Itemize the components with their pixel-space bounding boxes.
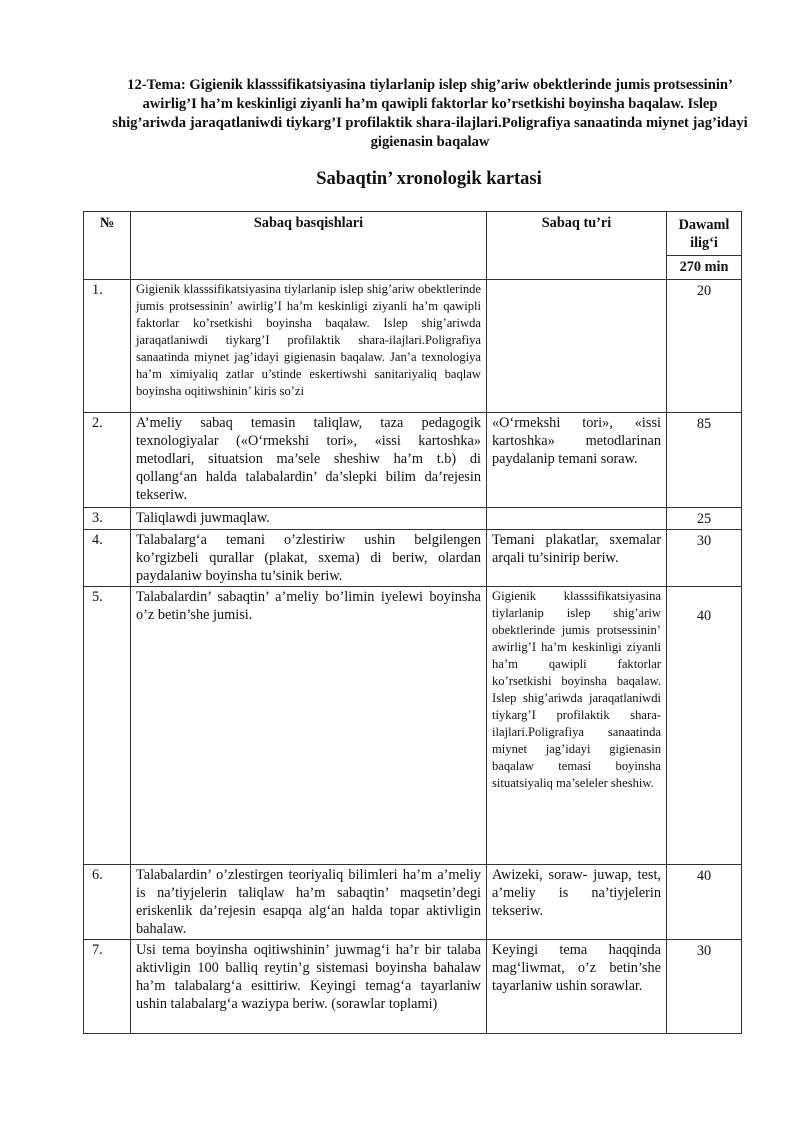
table-row [84,865,742,940]
document-subtitle: Sabaqtin’ xronologik kartasi [316,169,542,189]
row-type: Gigienik klasssifikatsiyasina tiylarlanip islep shig’ariw obektlerinde jumis protsessinin’ awirlig’I ha’m keskinligi ziyanli ha’m qawipli faktorlar ko’rsetkishi boyinsha baqalaw. Islep shig’ariwda jaraqatlaniwdi tiykarg’I profilaktik shara-ilajlari.Poligrafiya sanaatinda miynet jag’idayi gigienasin baqalaw temasi boyinsha situatsiyaliq ma’seleler sheshiw. [487,587,667,865]
table-row [84,530,742,587]
row-duration: 25 [667,508,742,530]
table-row [84,587,742,865]
row-type: Keyingi tema haqqinda mag‘liwmat, o’z betin’she tayarlaniw ushin sorawlar. [487,940,667,1034]
chronological-map-table [83,211,742,1034]
header-stages: Sabaq basqishlari [131,212,487,280]
header-number: № [84,212,131,280]
row-duration: 30 [667,530,742,587]
row-stage: A’meliy sabaq temasin taliqlaw, taza pedagogik texnologiyalar («O‘rmekshi tori», «issi kartoshka» metodlari, situatsion ma’sele sheshiw ha’m t.b) di qollang‘an halda talabalardin’ da’slepki bilim da’rejesin tekseriw. [131,413,487,508]
row-number: 5. [84,587,131,865]
row-number: 2. [84,413,131,508]
row-type [487,508,667,530]
row-number: 1. [84,280,131,413]
row-number: 7. [84,940,131,1034]
row-duration: 30 [667,940,742,1034]
row-stage: Gigienik klasssifikatsiyasina tiylarlanip islep shig’ariw obektlerinde jumis protsessinin’ awirlig’I ha’m keskinligi ziyanli ha’m qawipli faktorlar ko’rsetkishi boyinsha baqalaw. Islep shig’ariwda jaraqatlaniwdi tiykarg’I profilaktik shara-ilajlari.Poligrafiya sanaatinda miynet jag’idayi gigienasin baqalaw. Jan’a texnologiya ha’m ximiyaliq zatlar u’stinde eskertiwshi sanitariyaliq baqlaw boyinsha oqitiwshinin’ kiris so’zi [131,280,487,413]
header-duration [667,212,742,280]
row-stage: Talabalarg‘a temani o’zlestiriw ushin belgilengen ko’rgizbeli qurallar (plakat, sxema) di beriw, olardan paydalaniw boyinsha tu’sinik beriw. [131,530,487,587]
row-duration: 20 [667,280,742,413]
row-number: 4. [84,530,131,587]
row-type: Temani plakatlar, sxemalar arqali tu’sinirip beriw. [487,530,667,587]
table-row [84,280,742,413]
document-heading: 12-Tema: Gigienik klasssifikatsiyasina tiylarlanip islep shig’ariw obektlerinde jumis protsessinin’ awirlig’I ha’m keskinligi ziyanli ha’m qawipli faktorlar ko’rsetkishi boyinsha baqalaw. Islep shig’ariwda jaraqatlaniwdi tiykarg’I profilaktik shara-ilajlari.Poligrafiya sanaatinda miynet jag’idayi gigienasin baqalaw [112,77,748,150]
row-stage: Talabalardin’ o’zlestirgen teoriyaliq bilimleri ha’m a’meliy is na’tiyjelerin taliqlaw ha’m sabaqtin’ maqsetin’degi eriskenlik da’rejesin esapqa alg‘an halda topar aktivligin bahalaw. [131,865,487,940]
table-row [84,940,742,1034]
header-total-time: 270 min [679,259,729,275]
table-row [84,413,742,508]
row-type: «O‘rmekshi tori», «issi kartoshka» metodlarinan paydalanip temani soraw. [487,413,667,508]
row-duration: 85 [667,413,742,508]
row-type [487,280,667,413]
row-number: 3. [84,508,131,530]
row-stage: Talabalardin’ sabaqtin’ a’meliy bo’limin iyelewi boyinsha o’z betin’she jumisi. [131,587,487,865]
table-row [84,508,742,530]
row-duration: 40 [667,587,742,865]
row-duration: 40 [667,865,742,940]
header-duration-label: Dawaml ilig‘i [667,214,741,256]
row-stage: Usi tema boyinsha oqitiwshinin’ juwmag‘i ha’r bir talaba aktivligin 100 balliq reytin’g sistemasi boyinsha bahalaw ha’m talabalarg‘a esittiriw. Keyingi temag‘a tayarlaniw ushin talabalarg‘a waziypa beriw. (sorawlar toplami) [131,940,487,1034]
row-number: 6. [84,865,131,940]
header-type: Sabaq tu’ri [487,212,667,280]
table-header-row [84,212,742,280]
row-stage: Taliqlawdi juwmaqlaw. [131,508,487,530]
row-type: Awizeki, soraw- juwap, test, a’meliy is na’tiyjelerin tekseriw. [487,865,667,940]
